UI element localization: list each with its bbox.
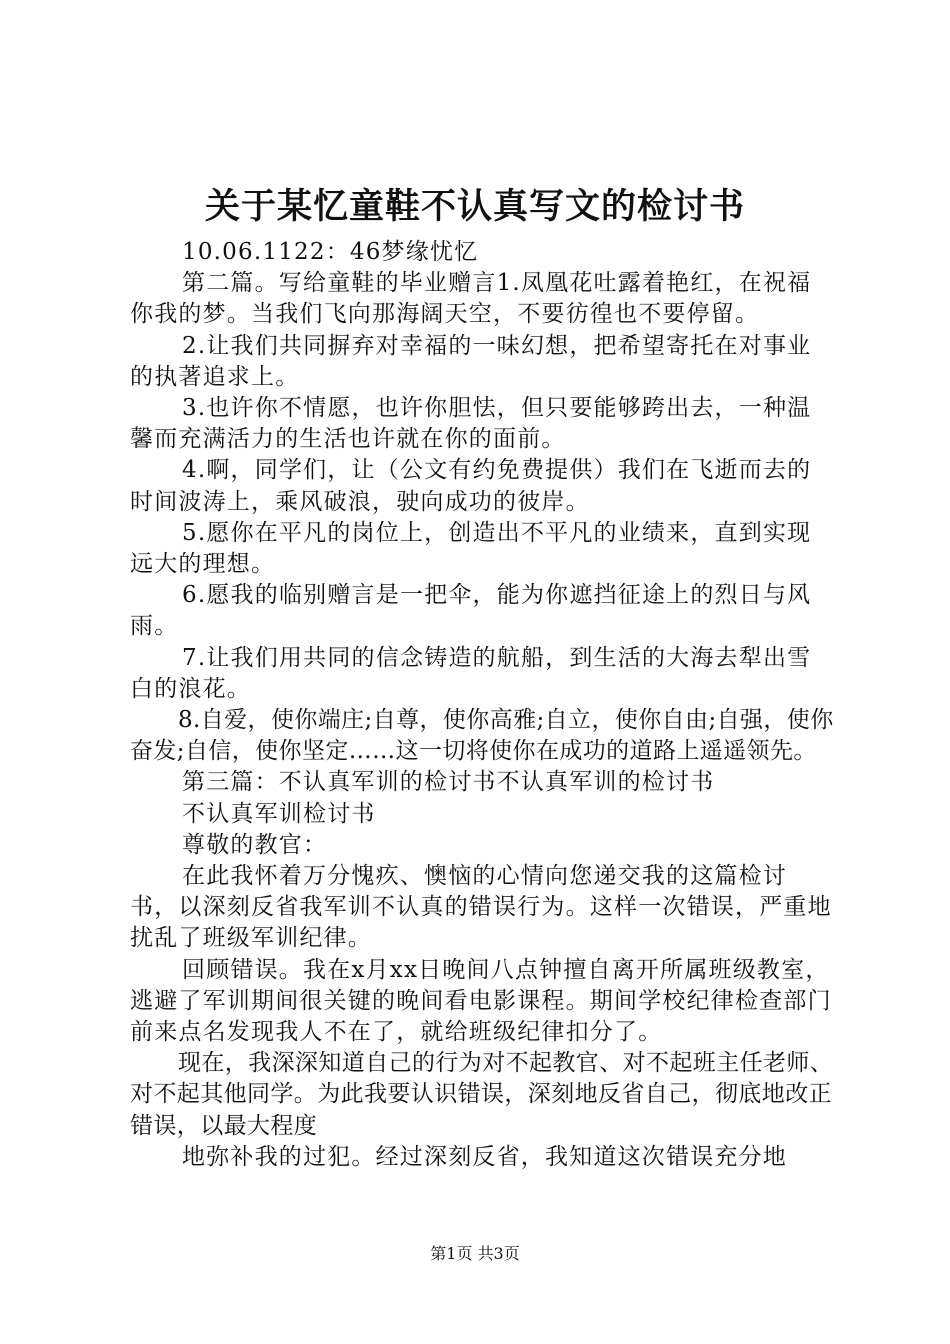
paragraph-reflection: 现在，我深深知道自己的行为对不起教官、对不起班主任老师、对不起其他同学。为此我要认识错误，深刻地反省自己，彻底地改正错误，以最大程度 xyxy=(130,1050,834,1139)
paragraph-item-3: 3.也许你不情愿，也许你胆怯，但只要能够跨出去，一种温馨而充满活力的生活也许就在你的面前。 xyxy=(130,395,812,453)
paragraph-part-three-heading: 第三篇：不认真军训的检讨书不认真军训的检讨书 xyxy=(182,769,715,796)
paragraph-date-line: 10.06.1122：46梦缘忧忆 xyxy=(182,239,479,265)
paragraph-part-two-intro: 第二篇。写给童鞋的毕业赠言1.凤凰花吐露着艳红，在祝福你我的梦。当我们飞向那海阔天空，不要彷徨也不要停留。 xyxy=(130,270,812,328)
paragraph-item-6: 6.愿我的临别赠言是一把伞，能为你遮挡征途上的烈日与风雨。 xyxy=(130,582,812,640)
paragraph-item-4: 4.啊，同学们，让（公文有约免费提供）我们在飞逝而去的时间波涛上，乘风破浪，驶向成功的彼岸。 xyxy=(130,457,812,515)
paragraph-item-5: 5.愿你在平凡的岗位上，创造出不平凡的业绩来，直到实现远大的理想。 xyxy=(130,519,812,578)
paragraph-letter-title: 不认真军训检讨书 xyxy=(182,800,376,827)
paragraph-salutation: 尊敬的教官： xyxy=(182,831,328,858)
paragraph-review-mistake: 回顾错误。我在x月xx日晚间八点钟擅自离开所属班级教室，逃避了军训期间很关键的晚间看电影课程。期间学校纪律检查部门前来点名发现我人不在了，就给班级纪律扣分了。 xyxy=(130,956,832,1046)
paragraph-item-8: 8.自爱，使你端庄;自尊，使你高雅;自立，使你自由;自强，使你奋发;自信，使你坚定……这一切将使你在成功的道路上遥遥领先。 xyxy=(130,707,834,765)
paragraph-item-2: 2.让我们共同摒弃对幸福的一味幻想，把希望寄托在对事业的执著追求上。 xyxy=(130,332,812,390)
paragraph-continuation: 地弥补我的过犯。经过深刻反省，我知道这次错误充分地 xyxy=(182,1143,787,1170)
paragraph-apology: 在此我怀着万分愧疚、懊恼的心情向您递交我的这篇检讨书，以深刻反省我军训不认真的错误行为。这样一次错误，严重地扰乱了班级军训纪律。 xyxy=(130,863,832,952)
page-footer: 第1页 共3页 xyxy=(430,1244,520,1263)
document-body xyxy=(130,237,835,1173)
document-title: 关于某忆童鞋不认真写文的检讨书 xyxy=(204,186,745,227)
paragraph-item-7: 7.让我们用共同的信念铸造的航船，到生活的大海去犁出雪白的浪花。 xyxy=(130,644,812,702)
